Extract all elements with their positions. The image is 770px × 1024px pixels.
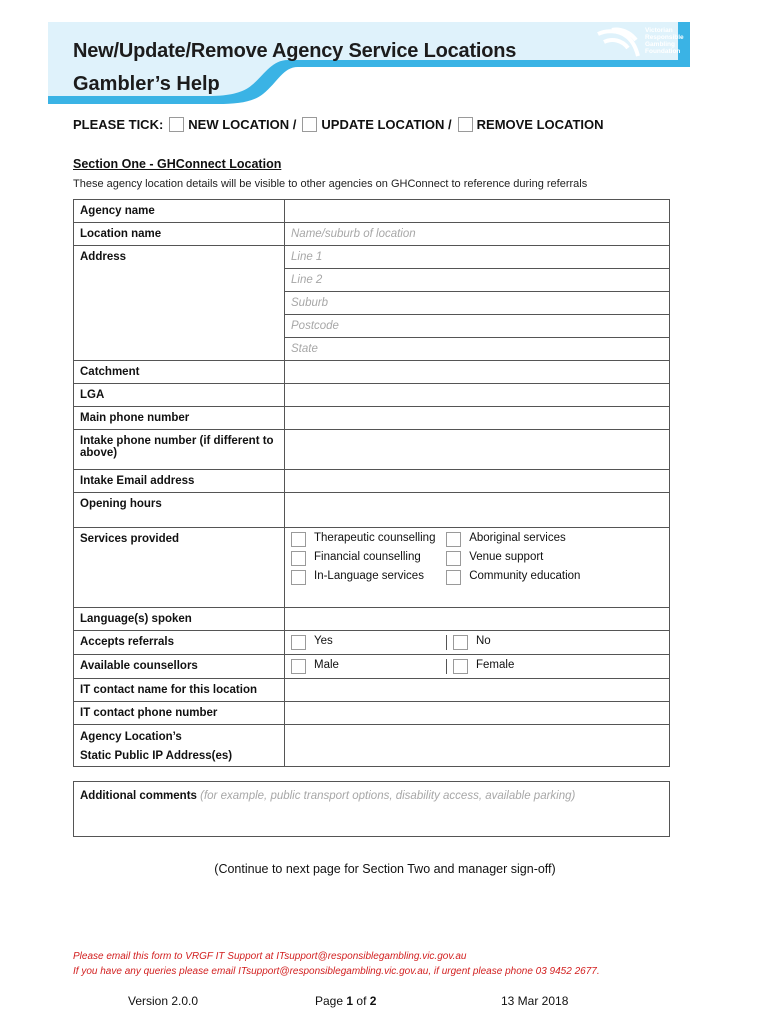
catchment-field[interactable] <box>285 361 670 384</box>
page-title: New/Update/Remove Agency Service Locations <box>73 40 517 62</box>
referral-yes-checkbox[interactable] <box>291 635 306 650</box>
it-contact-phone-label: IT contact phone number <box>74 702 285 725</box>
catchment-label: Catchment <box>74 361 285 384</box>
service-option[interactable] <box>291 551 443 566</box>
service-checkbox[interactable] <box>446 551 461 566</box>
agency-name-label: Agency name <box>74 200 285 223</box>
services-right-column <box>446 532 626 589</box>
page-total: 2 <box>369 994 377 1008</box>
continue-note: (Continue to next page for Section Two and manager sign-off) <box>214 862 556 876</box>
remove-location-label: REMOVE LOCATION <box>476 116 604 132</box>
footer-page-number <box>315 994 376 1008</box>
opening-hours-field[interactable] <box>285 493 670 528</box>
referral-no-label: No <box>476 635 491 647</box>
counsellor-female-option[interactable] <box>447 659 514 674</box>
address-suburb-field[interactable]: Suburb <box>285 292 670 315</box>
comments-hint: (for example, public transport options, disability access, available parking) <box>200 790 576 802</box>
languages-label: Language(s) spoken <box>74 608 285 631</box>
intake-phone-label: Intake phone number (if different to above) <box>74 430 285 470</box>
service-checkbox[interactable] <box>291 570 306 585</box>
section-description: These agency location details will be visible to other agencies on GHConnect to reference during referrals <box>73 178 588 190</box>
update-location-label: UPDATE LOCATION / <box>321 116 452 132</box>
location-form-table <box>73 199 670 767</box>
counsellor-male-option[interactable] <box>285 659 447 674</box>
service-option[interactable] <box>446 551 626 566</box>
main-phone-field[interactable] <box>285 407 670 430</box>
comments-label: Additional comments <box>80 790 197 802</box>
referral-yes-label: Yes <box>314 635 333 647</box>
ip-label-line2: Static Public IP Address(es) <box>80 750 233 762</box>
address-state-field[interactable]: State <box>285 338 670 361</box>
referral-options <box>285 631 670 655</box>
remove-location-checkbox[interactable] <box>458 117 473 132</box>
lga-label: LGA <box>74 384 285 407</box>
service-option[interactable] <box>446 532 626 547</box>
email-note-line: If you have any queries please email ITsupport@responsiblegambling.vic.gov.au, if urgent please phone 03 9452 2677. <box>73 966 600 977</box>
service-label: Therapeutic counselling <box>314 532 436 544</box>
email-note-line: Please email this form to VRGF IT Support at ITsupport@responsiblegambling.vic.gov.au <box>73 951 467 962</box>
ip-address-field[interactable] <box>285 725 670 767</box>
main-phone-label: Main phone number <box>74 407 285 430</box>
service-checkbox[interactable] <box>291 532 306 547</box>
accepts-referrals-label: Accepts referrals <box>74 631 285 655</box>
services-left-column <box>291 532 443 589</box>
service-checkbox[interactable] <box>446 532 461 547</box>
page-current: 1 <box>346 994 354 1008</box>
counsellor-options <box>285 655 670 679</box>
intake-email-field[interactable] <box>285 470 670 493</box>
location-name-label: Location name <box>74 223 285 246</box>
service-option[interactable] <box>291 532 443 547</box>
lga-field[interactable] <box>285 384 670 407</box>
service-label: Community education <box>469 570 581 582</box>
logo-text: Victorian Responsible Gambling Foundation <box>645 27 684 55</box>
tick-label: PLEASE TICK: <box>73 116 164 132</box>
it-contact-name-label: IT contact name for this location <box>74 679 285 702</box>
counsellor-male-checkbox[interactable] <box>291 659 306 674</box>
page-prefix: Page <box>315 994 344 1008</box>
new-location-label: NEW LOCATION / <box>188 116 297 132</box>
address-postcode-field[interactable]: Postcode <box>285 315 670 338</box>
location-name-field[interactable]: Name/suburb of location <box>285 223 670 246</box>
service-label: Financial counselling <box>314 551 421 563</box>
service-option[interactable] <box>446 570 626 585</box>
intake-phone-field[interactable] <box>285 430 670 470</box>
footer-version: Version 2.0.0 <box>128 994 199 1008</box>
referral-yes-option[interactable] <box>285 635 447 650</box>
referral-no-option[interactable] <box>447 635 491 650</box>
service-label: Venue support <box>469 551 544 563</box>
it-contact-phone-field[interactable] <box>285 702 670 725</box>
service-label: In-Language services <box>314 570 424 582</box>
service-checkbox[interactable] <box>446 570 461 585</box>
languages-field[interactable] <box>285 608 670 631</box>
email-notes <box>73 949 600 979</box>
section-heading: Section One - GHConnect Location <box>73 157 282 171</box>
new-location-checkbox[interactable] <box>169 117 184 132</box>
service-checkbox[interactable] <box>291 551 306 566</box>
address-label: Address <box>74 246 285 361</box>
services-label: Services provided <box>74 528 285 608</box>
opening-hours-label: Opening hours <box>74 493 285 528</box>
it-contact-name-field[interactable] <box>285 679 670 702</box>
footer-date: 13 Mar 2018 <box>501 994 569 1008</box>
additional-comments-box[interactable] <box>73 781 670 837</box>
service-option[interactable] <box>291 570 443 585</box>
counsellor-male-label: Male <box>314 659 339 671</box>
intake-email-label: Intake Email address <box>74 470 285 493</box>
counsellor-female-checkbox[interactable] <box>453 659 468 674</box>
referral-no-checkbox[interactable] <box>453 635 468 650</box>
counsellor-female-label: Female <box>476 659 515 671</box>
services-options <box>285 528 670 608</box>
ip-label-line1: Agency Location’s <box>80 731 182 743</box>
ip-address-label <box>74 725 285 767</box>
agency-name-field[interactable] <box>285 200 670 223</box>
address-line2-field[interactable]: Line 2 <box>285 269 670 292</box>
service-label: Aboriginal services <box>469 532 566 544</box>
update-location-checkbox[interactable] <box>302 117 317 132</box>
address-line1-field[interactable]: Line 1 <box>285 246 670 269</box>
page-of: of <box>356 994 367 1008</box>
available-counsellors-label: Available counsellors <box>74 655 285 679</box>
page-subtitle: Gambler’s Help <box>73 73 220 95</box>
tick-row <box>73 114 604 134</box>
